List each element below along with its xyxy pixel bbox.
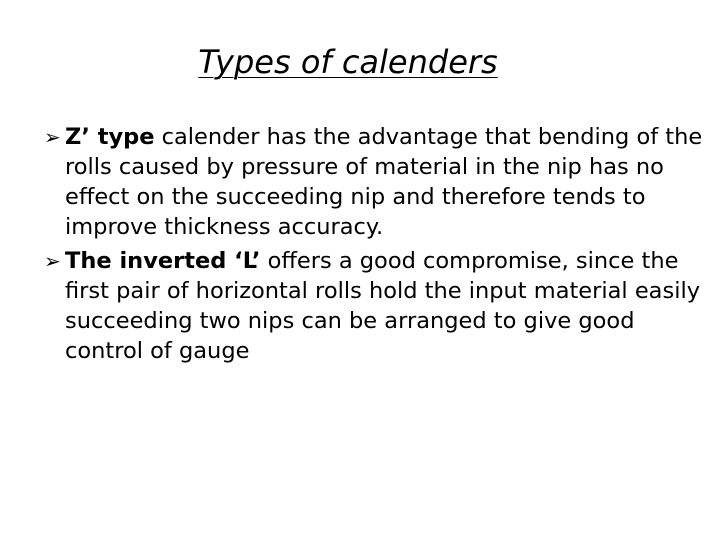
bullet-text: offers a good compromise, since the	[260, 248, 679, 274]
bullet-line	[65, 246, 712, 276]
bullet-bold-lead: Z’ type	[65, 124, 155, 150]
bullet-line: control of gauge	[65, 338, 250, 364]
bullet-line: effect on the succeeding nip and therefore tends to	[65, 184, 646, 210]
slide-title: Types of calenders	[198, 43, 498, 81]
bullet-text: calender has the advantage that bending of the	[154, 124, 703, 150]
bullet-item	[44, 122, 712, 242]
bullet-list	[44, 122, 712, 370]
bullet-line: rolls caused by pressure of material in the nip has no	[65, 154, 664, 180]
bullet-item	[44, 246, 712, 366]
bullet-line	[65, 122, 712, 152]
bullet-bold-lead: The inverted ‘L’	[65, 248, 261, 274]
bullet-line: first pair of horizontal rolls hold the input material easily	[65, 278, 701, 304]
arrow-bullet-icon: ➢	[44, 125, 61, 149]
bullet-line: improve thickness accuracy.	[65, 214, 384, 240]
bullet-line: succeeding two nips can be arranged to give good	[65, 308, 635, 334]
arrow-bullet-icon: ➢	[44, 249, 61, 273]
